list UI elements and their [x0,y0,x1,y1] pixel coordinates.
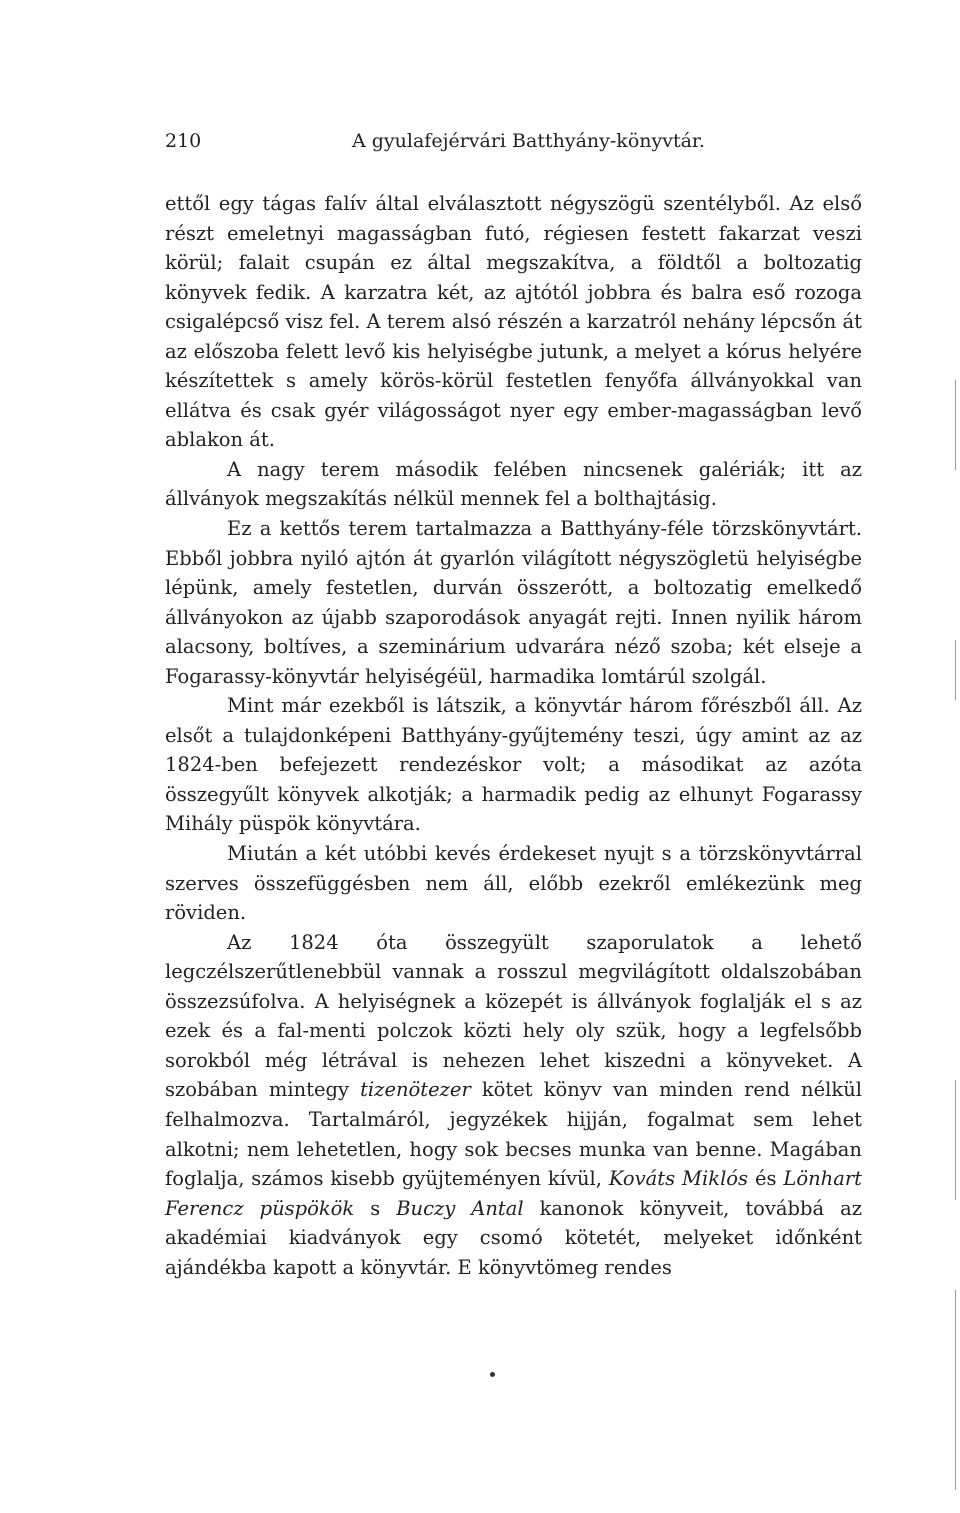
text-run: ettől egy tágas falív által elválasztott négyszögü szentélyből. Az első részt emeletnyi magasságban futó, régiesen festett fakarzat veszi körül; falait csupán ez által megszakítva, a földtől a boltozatig könyvek fedik. A karzatra két, az ajtótól jobbra és balra eső rozoga csigalépcső visz fel. A terem alsó részén a karzatról nehány lépcsőn át az előszoba felett levő kis helyiségbe jutunk, a melyet a kórus helyére készítettek s amely körös-körül festetlen fenyőfa állványokkal van ellátva és csak gyér világosságot nyer egy ember-magasságban levő ablakon át. [165,192,863,452]
paragraph [165,189,862,455]
scan-edge-mark [955,1080,956,1200]
print-speck [490,1372,495,1377]
paragraph [165,839,862,928]
paragraph [165,928,862,1283]
text-run: és [748,1167,784,1191]
paragraph [165,691,862,839]
text-run: s [354,1196,397,1220]
text-run: Miután a két utóbbi kevés érdekeset nyujt s a törzskönyvtárral szerves összefüggésben nem áll, előbb ezekről emlékezünk meg röviden. [165,842,862,925]
text-run: Mint már ezekből is látszik, a könyvtár három főrészből áll. Az elsőt a tulajdonképeni Batthyány-gyűjtemény teszi, úgy amint az az 1824-ben befejezett rendezéskor volt; a másodikat az azóta összegyűlt könyvek alkotják; a harmadik pedig az elhunyt Fogarassy Mihály püspök könyvtára. [165,694,862,836]
italic-name: Buczy Antal [396,1196,524,1220]
running-title: A gyulafejérvári Batthyány-könyvtár. [352,130,705,152]
text-run: Ez a kettős terem tartalmazza a Batthyány-féle törzskönyvtárt. Ebből jobbra nyiló ajtón át gyarlón világított négyszögletü helyiségbe lépünk, amely festetlen, durván összerótt, a boltozatig emelkedő állványokon az újabb szaporodások anyagát rejti. Innen nyilik három alacsony, boltíves, a szeminárium udvarára néző szoba; két elseje a Fogarassy-könyvtár helyiségéül, harmadika lomtárúl szolgál. [165,517,862,688]
text-run: Az 1824 óta összegyült szaporulatok a lehető legczélszerűtlenebbül vannak a rosszul megvilágított oldalszobában összezsúfolva. A helyiségnek a közepét is állványok foglalják el s az ezek és a fal-menti polczok közti hely oly szük, hogy a legfelsőbb sorokból még létrával is nehezen lehet kiszedni a könyveket. A szobában mintegy [165,930,862,1102]
text-run: A nagy terem második felében nincsenek galériák; itt az állványok megszakítás nélkül mennek fel a bolthajtásig. [165,457,862,511]
scan-edge-mark [955,640,956,700]
italic-name: Lönhart Ferencz püspökök [165,1167,863,1220]
scan-edge-mark [955,1290,956,1490]
paragraph [165,455,862,514]
text-run: kötet könyv van minden rend nélkül felhalmozva. Tartalmáról, jegyzékek hijján, fogalmat sem lehet alkotni; nem lehetetlen, hogy sok becses munka van benne. Magában foglalja, számos kisebb gyüjteményen kívül, [165,1078,863,1191]
scan-edge-mark [955,380,956,470]
page-number: 210 [165,130,202,152]
page-header [165,126,865,156]
italic-name: tizenötezer [360,1078,471,1102]
italic-name: Kováts Miklós [608,1167,749,1191]
text-run: kanonok könyveit, továbbá az akadémiai kiadványok egy csomó kötetét, melyeket időnként ajándékba kapott a könyvtár. E könyvtömeg rendes [165,1196,863,1279]
paragraph [165,514,862,691]
body-text [165,189,862,1282]
